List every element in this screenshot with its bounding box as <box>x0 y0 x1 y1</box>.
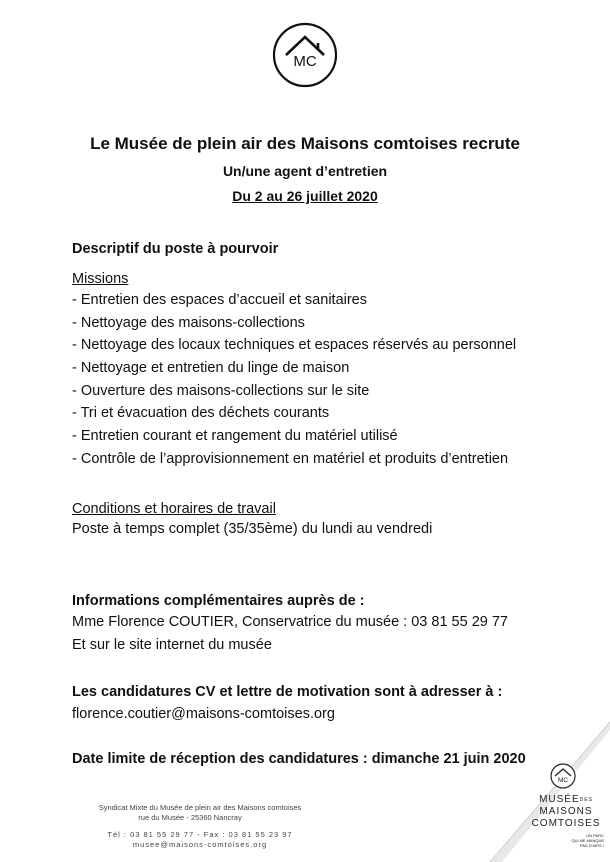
missions-heading: Missions <box>72 271 129 287</box>
deadline: Date limite de réception des candidatures : dimanche 21 juin 2020 <box>72 751 526 767</box>
job-dates: Du 2 au 26 juillet 2020 <box>232 188 378 204</box>
mission-item: - Nettoyage et entretien du linge de maison <box>72 360 350 377</box>
brand-line1-small: DES <box>579 797 593 803</box>
mission-item: - Nettoyage des locaux techniques et espaces réservés au personnel <box>72 337 517 354</box>
brand-tagline-1: UN PARC <box>586 833 604 838</box>
infos-contact: Mme Florence COUTIER, Conservatrice du musée : 03 81 55 29 77 <box>72 614 508 630</box>
mission-item: - Tri et évacuation des déchets courants <box>72 405 330 422</box>
brand-tagline-3: PAS D'AIRS ! <box>579 843 604 848</box>
brand-tagline-2: QUI NE MANQUE <box>571 838 604 843</box>
brand-line1: MUSÉE <box>539 794 580 805</box>
mission-item: - Ouverture des maisons-collections sur le site <box>72 382 370 399</box>
brand-line2: MAISONS <box>539 806 593 817</box>
missions-list <box>72 289 516 471</box>
museum-logo <box>272 22 338 88</box>
candidatures-email[interactable]: florence.coutier@maisons-comtoises.org <box>72 706 335 722</box>
mission-item: - Nettoyage des maisons-collections <box>72 314 305 331</box>
footer-org: Syndicat Mixte du Musée de plein air des Maisons comtoises <box>98 803 302 812</box>
mission-item: - Contrôle de l’approvisionnement en matériel et produits d’entretien <box>72 450 509 467</box>
conditions-heading: Conditions et horaires de travail <box>72 501 276 517</box>
footer-address: rue du Musée - 25360 Nancray <box>138 813 242 822</box>
descriptif-heading: Descriptif du poste à pourvoir <box>72 241 279 257</box>
brand-line3: COMTOISES <box>531 818 601 829</box>
footer-email[interactable]: musee@maisons-comtoises.org <box>132 840 268 849</box>
candidatures-heading: Les candidatures CV et lettre de motivation sont à adresser à : <box>72 684 503 700</box>
conditions-text: Poste à temps complet (35/35ème) du lundi au vendredi <box>72 521 433 537</box>
job-title: Un/une agent d’entretien <box>222 163 388 179</box>
brand-wordmark <box>526 794 606 848</box>
footer <box>40 803 360 850</box>
mission-item: - Entretien des espaces d’accueil et sanitaires <box>72 292 367 308</box>
page-title: Le Musée de plein air des Maisons comtoises recrute <box>90 134 520 153</box>
logo-monogram: MC <box>293 53 317 70</box>
infos-site: Et sur le site internet du musée <box>72 637 272 653</box>
footer-phone: Tél : 03 81 55 29 77 - Fax : 03 81 55 23 97 <box>107 830 293 839</box>
brand-logo-icon <box>550 763 576 789</box>
mission-item: - Entretien courant et rangement du matériel utilisé <box>72 428 398 445</box>
infos-heading: Informations complémentaires auprès de : <box>72 593 365 609</box>
brand-monogram: MC <box>557 777 569 784</box>
